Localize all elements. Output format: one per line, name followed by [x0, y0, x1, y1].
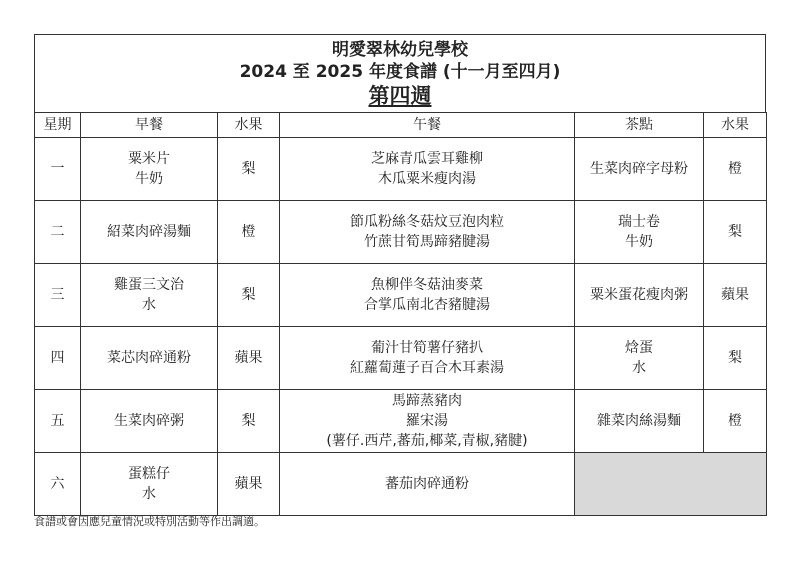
col-header-breakfast: 早餐	[81, 113, 218, 138]
lunch-cell-line: 竹蔗甘筍馬蹄豬腱湯	[364, 234, 490, 250]
menu-sheet	[34, 34, 766, 516]
breakfast-cell	[81, 327, 218, 390]
lunch-cell-line: 葡汁甘筍薯仔豬扒	[371, 340, 483, 356]
col-header-day: 星期	[35, 113, 81, 138]
lunch-cell-line: 紅蘿蔔蓮子百合木耳素湯	[350, 360, 504, 376]
menu-table	[34, 112, 767, 516]
fruit-cell: 梨	[218, 138, 280, 201]
breakfast-cell-line: 蛋糕仔	[128, 466, 170, 482]
fruit-2-cell: 橙	[704, 138, 767, 201]
empty-grey-cell	[575, 453, 767, 516]
breakfast-cell	[81, 138, 218, 201]
school-name: 明愛翠林幼兒學校	[332, 40, 468, 60]
fruit-cell: 蘋果	[218, 327, 280, 390]
breakfast-cell	[81, 201, 218, 264]
fruit-2-cell: 梨	[704, 327, 767, 390]
breakfast-cell-line: 牛奶	[135, 171, 163, 187]
tea-cell-line: 焓蛋	[625, 340, 653, 356]
lunch-cell	[280, 327, 575, 390]
day-cell: 二	[35, 201, 81, 264]
breakfast-cell-line: 粟米片	[128, 151, 170, 167]
breakfast-cell-line: 雞蛋三文治	[114, 277, 184, 293]
lunch-cell-line: 馬蹄蒸豬肉	[392, 393, 462, 409]
table-row	[35, 138, 767, 201]
breakfast-cell-line: 菜芯肉碎通粉	[107, 350, 191, 366]
col-header-lunch: 午餐	[280, 113, 575, 138]
lunch-cell	[280, 390, 575, 453]
tea-cell	[575, 264, 704, 327]
fruit-cell: 蘋果	[218, 453, 280, 516]
col-header-fruit: 水果	[218, 113, 280, 138]
lunch-cell-line: 木瓜粟米瘦肉湯	[378, 171, 476, 187]
breakfast-cell	[81, 390, 218, 453]
fruit-2-cell: 梨	[704, 201, 767, 264]
lunch-cell	[280, 264, 575, 327]
table-row	[35, 264, 767, 327]
lunch-cell-line: 節瓜粉絲冬菇炆豆泡肉粒	[350, 214, 504, 230]
lunch-cell-line: 羅宋湯	[406, 413, 448, 429]
day-cell: 五	[35, 390, 81, 453]
tea-cell-line: 粟米蛋花瘦肉粥	[590, 287, 688, 303]
table-row	[35, 390, 767, 453]
fruit-cell: 梨	[218, 264, 280, 327]
breakfast-cell-line: 紹菜肉碎湯麵	[107, 224, 191, 240]
tea-cell	[575, 138, 704, 201]
tea-cell	[575, 327, 704, 390]
breakfast-cell-line: 水	[142, 297, 156, 313]
tea-cell-line: 水	[632, 360, 646, 376]
tea-cell-line: 雜菜肉絲湯麵	[597, 413, 681, 429]
table-row	[35, 453, 767, 516]
lunch-cell-line: 魚柳伴冬菇油麥菜	[371, 277, 483, 293]
lunch-cell	[280, 138, 575, 201]
lunch-cell	[280, 453, 575, 516]
day-cell: 四	[35, 327, 81, 390]
fruit-2-cell: 橙	[704, 390, 767, 453]
breakfast-cell	[81, 264, 218, 327]
col-header-fruit-2: 水果	[704, 113, 767, 138]
tea-cell	[575, 201, 704, 264]
col-header-tea: 茶點	[575, 113, 704, 138]
table-row	[35, 327, 767, 390]
fruit-cell: 橙	[218, 201, 280, 264]
table-row	[35, 201, 767, 264]
tea-cell-line: 牛奶	[625, 234, 653, 250]
footnote: 食譜或會因應兒童情況或特別活動等作出調適。	[34, 515, 265, 528]
lunch-cell-line: 芝麻青瓜雲耳雞柳	[371, 151, 483, 167]
breakfast-cell-line: 生菜肉碎粥	[114, 413, 184, 429]
tea-cell-line: 生菜肉碎字母粉	[590, 161, 688, 177]
header-row	[35, 113, 767, 138]
menu-title: 2024 至 2025 年度食譜 (十一月至四月)	[239, 62, 561, 82]
breakfast-cell-line: 水	[142, 486, 156, 502]
lunch-cell-line: 合掌瓜南北杏豬腱湯	[364, 297, 490, 313]
lunch-cell-line: 蕃茄肉碎通粉	[385, 476, 469, 492]
breakfast-cell	[81, 453, 218, 516]
menu-body	[35, 138, 767, 516]
fruit-cell: 梨	[218, 390, 280, 453]
lunch-cell-line: (薯仔.西芹,蕃茄,椰菜,青椒,豬腱)	[326, 433, 528, 449]
title-block	[34, 34, 766, 112]
tea-cell-line: 瑞士卷	[618, 214, 660, 230]
tea-cell	[575, 390, 704, 453]
day-cell: 六	[35, 453, 81, 516]
week-label: 第四週	[368, 84, 432, 108]
day-cell: 三	[35, 264, 81, 327]
lunch-cell	[280, 201, 575, 264]
fruit-2-cell: 蘋果	[704, 264, 767, 327]
day-cell: 一	[35, 138, 81, 201]
